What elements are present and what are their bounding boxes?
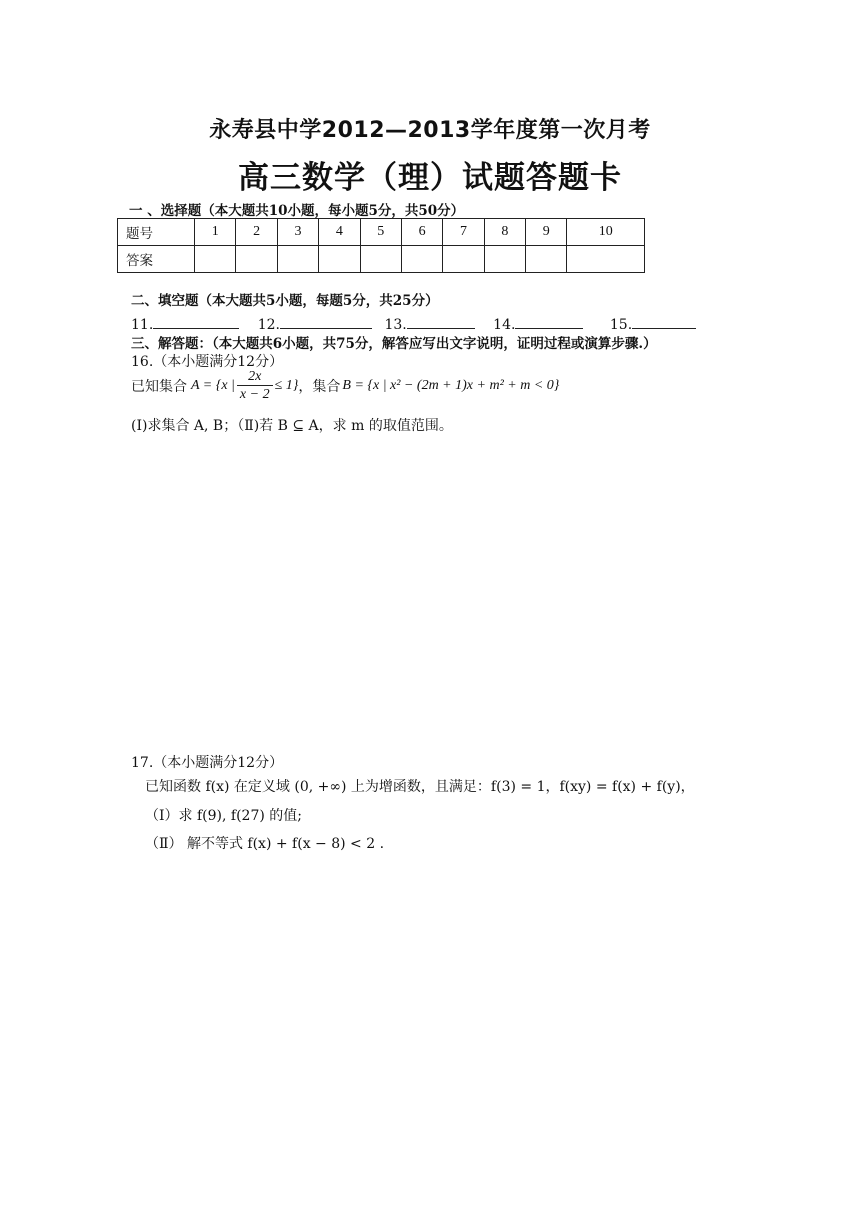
answer-cell[interactable] [401,246,442,273]
section2-heading: 二、填空题（本大题共5小题，每题5分，共25分） [131,293,439,309]
row-label-number: 题号 [118,219,195,246]
table-row [118,246,645,273]
blank-label-15: 15. [609,317,633,333]
exam-title: 永寿县中学2012—2013学年度第一次月考 [209,118,651,143]
q16-text-b: ，集合 [298,379,341,395]
question-number-cell: 9 [526,219,567,246]
question-number-cell: 8 [484,219,525,246]
fill-blank-row [131,314,696,333]
q17-header: 17.（本小题满分12分） [131,755,284,771]
q16-statement [131,368,559,404]
answer-cell[interactable] [195,246,236,273]
question-number-cell: 1 [195,219,236,246]
answer-sheet-title: 高三数学（理）试题答题卡 [238,160,622,196]
answer-cell[interactable] [443,246,484,273]
question-number-cell: 2 [236,219,277,246]
blank-label-12: 12. [257,317,280,333]
table-row [118,219,645,246]
answer-cell[interactable] [360,246,401,273]
question-number-cell: 5 [360,219,401,246]
answer-cell[interactable] [567,246,645,273]
multiple-choice-answer-table [117,218,645,273]
fraction-numerator: 2x [237,368,273,386]
q17-line1: 已知函数 f(x) 在定义域 (0, +∞) 上为增函数，且满足：f(3) = 1，f(xy) = f(x) + f(y)， [145,779,695,795]
question-number-cell: 3 [277,219,318,246]
blank-label-11: 11. [131,317,154,333]
question-number-cell: 6 [401,219,442,246]
q16-text-a: 已知集合 [131,379,187,395]
fraction-denominator: x − 2 [239,387,270,402]
q16-set-b: B = {x | x² − (2m + 1)x + m² + m < 0} [342,378,560,393]
blank-15[interactable] [632,314,696,329]
answer-cell[interactable] [236,246,277,273]
q17-line2: （Ⅰ）求 f(9), f(27) 的值; [145,808,302,824]
section1-heading: 一 、选择题（本大题共10小题，每小题5分，共50分） [129,203,465,219]
q16-set-a-prefix: A = {x | [191,378,235,393]
blank-label-13: 13. [384,317,407,333]
blank-11[interactable] [153,314,239,329]
answer-cell[interactable] [526,246,567,273]
blank-14[interactable] [515,314,583,329]
blank-12[interactable] [280,314,372,329]
blank-label-14: 14. [493,317,516,333]
q16-parts: (Ⅰ)求集合 A, B；（Ⅱ)若 B ⊆ A，求 m 的取值范围。 [131,418,453,434]
q17-line3: （Ⅱ） 解不等式 f(x) + f(x − 8) < 2 . [145,836,385,852]
q16-set-a-suffix: ≤ 1} [274,378,299,393]
question-number-cell: 10 [567,219,645,246]
answer-cell[interactable] [319,246,360,273]
q16-fraction [237,368,273,404]
answer-cell[interactable] [277,246,318,273]
question-number-cell: 4 [319,219,360,246]
row-label-answer: 答案 [118,246,195,273]
answer-cell[interactable] [484,246,525,273]
q16-header: 16.（本小题满分12分） [131,354,284,370]
section3-heading: 三、解答题：（本大题共6小题，共75分，解答应写出文字说明，证明过程或演算步骤.） [131,336,657,352]
question-number-cell: 7 [443,219,484,246]
blank-13[interactable] [407,314,475,329]
